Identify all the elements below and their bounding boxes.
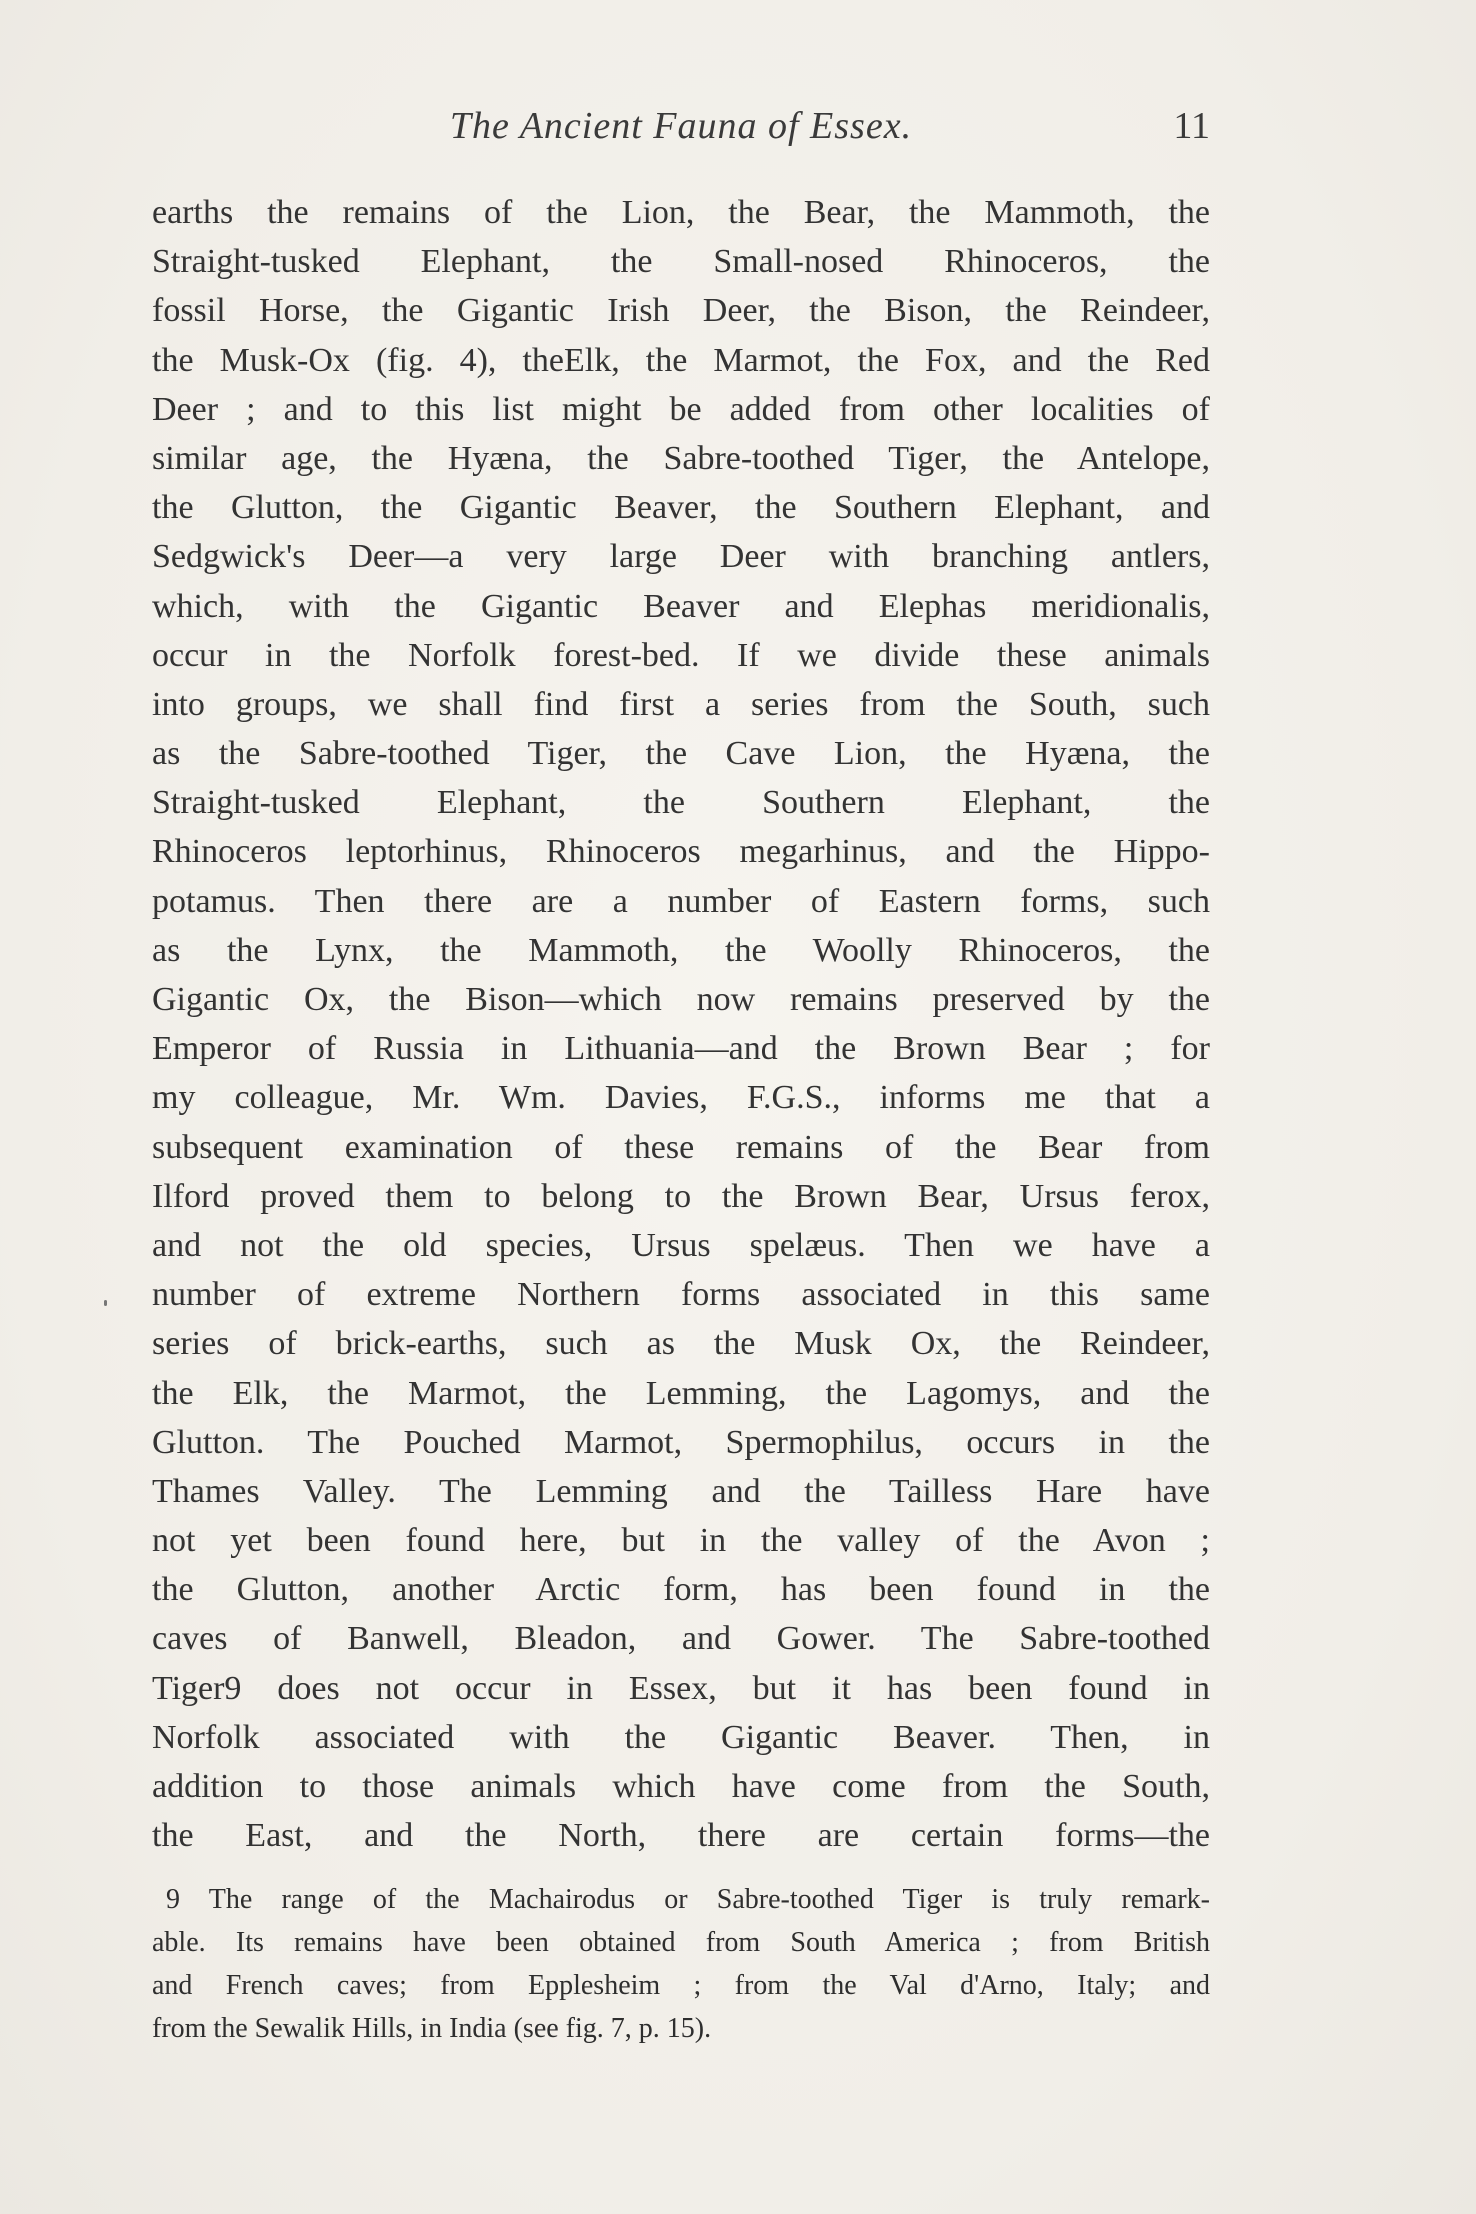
text-line: and not the old species, Ursus spelæus. Then we have a <box>152 1226 1210 1264</box>
text-line: the Elk, the Marmot, the Lemming, the Lagomys, and the <box>152 1374 1210 1412</box>
text-line: Rhinoceros leptorhinus, Rhinoceros megarhinus, and the Hippo- <box>152 833 1210 871</box>
text-line: potamus. Then there are a number of Eastern forms, such <box>152 882 1210 920</box>
text-line: occur in the Norfolk forest-bed. If we divide these animals <box>152 636 1210 674</box>
footnote-line: from the Sewalik Hills, in India (see fig. 7, p. 15). <box>152 2013 712 2044</box>
text-line: Norfolk associated with the Gigantic Beaver. Then, in <box>152 1718 1210 1756</box>
text-line: as the Lynx, the Mammoth, the Woolly Rhinoceros, the <box>152 931 1210 969</box>
text-line: Thames Valley. The Lemming and the Tailless Hare have <box>152 1472 1210 1510</box>
text-line: Glutton. The Pouched Marmot, Spermophilus, occurs in the <box>152 1423 1210 1461</box>
text-line: Gigantic Ox, the Bison—which now remains preserved by the <box>152 981 1210 1018</box>
text-line: number of extreme Northern forms associated in this same <box>152 1276 1210 1314</box>
text-line: into groups, we shall find first a series from the South, such <box>152 685 1210 723</box>
text-line: as the Sabre-toothed Tiger, the Cave Lion, the Hyæna, the <box>152 735 1210 773</box>
text-line: the Glutton, another Arctic form, has been found in the <box>152 1571 1210 1609</box>
running-header <box>152 104 1210 160</box>
text-line: similar age, the Hyæna, the Sabre-toothed Tiger, the Antelope, <box>152 439 1210 477</box>
text-line: addition to those animals which have come from the South, <box>152 1768 1210 1805</box>
footnote-line: and French caves; from Epplesheim ; from the Val d'Arno, Italy; and <box>152 1970 1210 2001</box>
text-line: fossil Horse, the Gigantic Irish Deer, the Bison, the Reindeer, <box>152 292 1210 330</box>
text-line: earths the remains of the Lion, the Bear, the Mammoth, the <box>152 194 1210 231</box>
text-line: Sedgwick's Deer—a very large Deer with branching antlers, <box>152 538 1210 576</box>
text-line: Ilford proved them to belong to the Brown Bear, Ursus ferox, <box>152 1177 1210 1215</box>
text-line: the East, and the North, there are certain forms—the <box>152 1817 1210 1855</box>
text-line: caves of Banwell, Bleadon, and Gower. The Sabre-toothed <box>152 1620 1210 1658</box>
body-text <box>152 188 1210 1860</box>
text-line: Emperor of Russia in Lithuania—and the Brown Bear ; for <box>152 1030 1210 1068</box>
text-line: Straight-tusked Elephant, the Southern Elephant, the <box>152 784 1210 822</box>
running-title: The Ancient Fauna of Essex. <box>449 105 913 147</box>
text-line: series of brick-earths, such as the Musk Ox, the Reindeer, <box>152 1325 1210 1363</box>
text-line: the Musk-Ox (fig. 4), theElk, the Marmot, the Fox, and the Red <box>152 341 1210 379</box>
text-line: which, with the Gigantic Beaver and Elephas meridionalis, <box>152 587 1210 625</box>
text-line: Straight-tusked Elephant, the Small-nosed Rhinoceros, the <box>152 243 1210 281</box>
text-line: my colleague, Mr. Wm. Davies, F.G.S., informs me that a <box>152 1079 1210 1117</box>
text-line: the Glutton, the Gigantic Beaver, the Southern Elephant, and <box>152 489 1210 527</box>
footnote-line: able. Its remains have been obtained from South America ; from British <box>152 1927 1210 1958</box>
text-line: Tiger9 does not occur in Essex, but it has been found in <box>152 1669 1210 1707</box>
text-line: Deer ; and to this list might be added from other localities of <box>152 390 1210 428</box>
footnotes <box>152 1878 1210 2050</box>
text-line: not yet been found here, but in the valley of the Avon ; <box>152 1522 1210 1560</box>
footnote-line: 9 The range of the Machairodus or Sabre-toothed Tiger is truly remark- <box>166 1884 1210 1915</box>
page-number: 11 <box>1173 105 1210 147</box>
text-line: subsequent examination of these remains of the Bear from <box>152 1128 1210 1166</box>
ink-speck <box>104 1300 107 1306</box>
